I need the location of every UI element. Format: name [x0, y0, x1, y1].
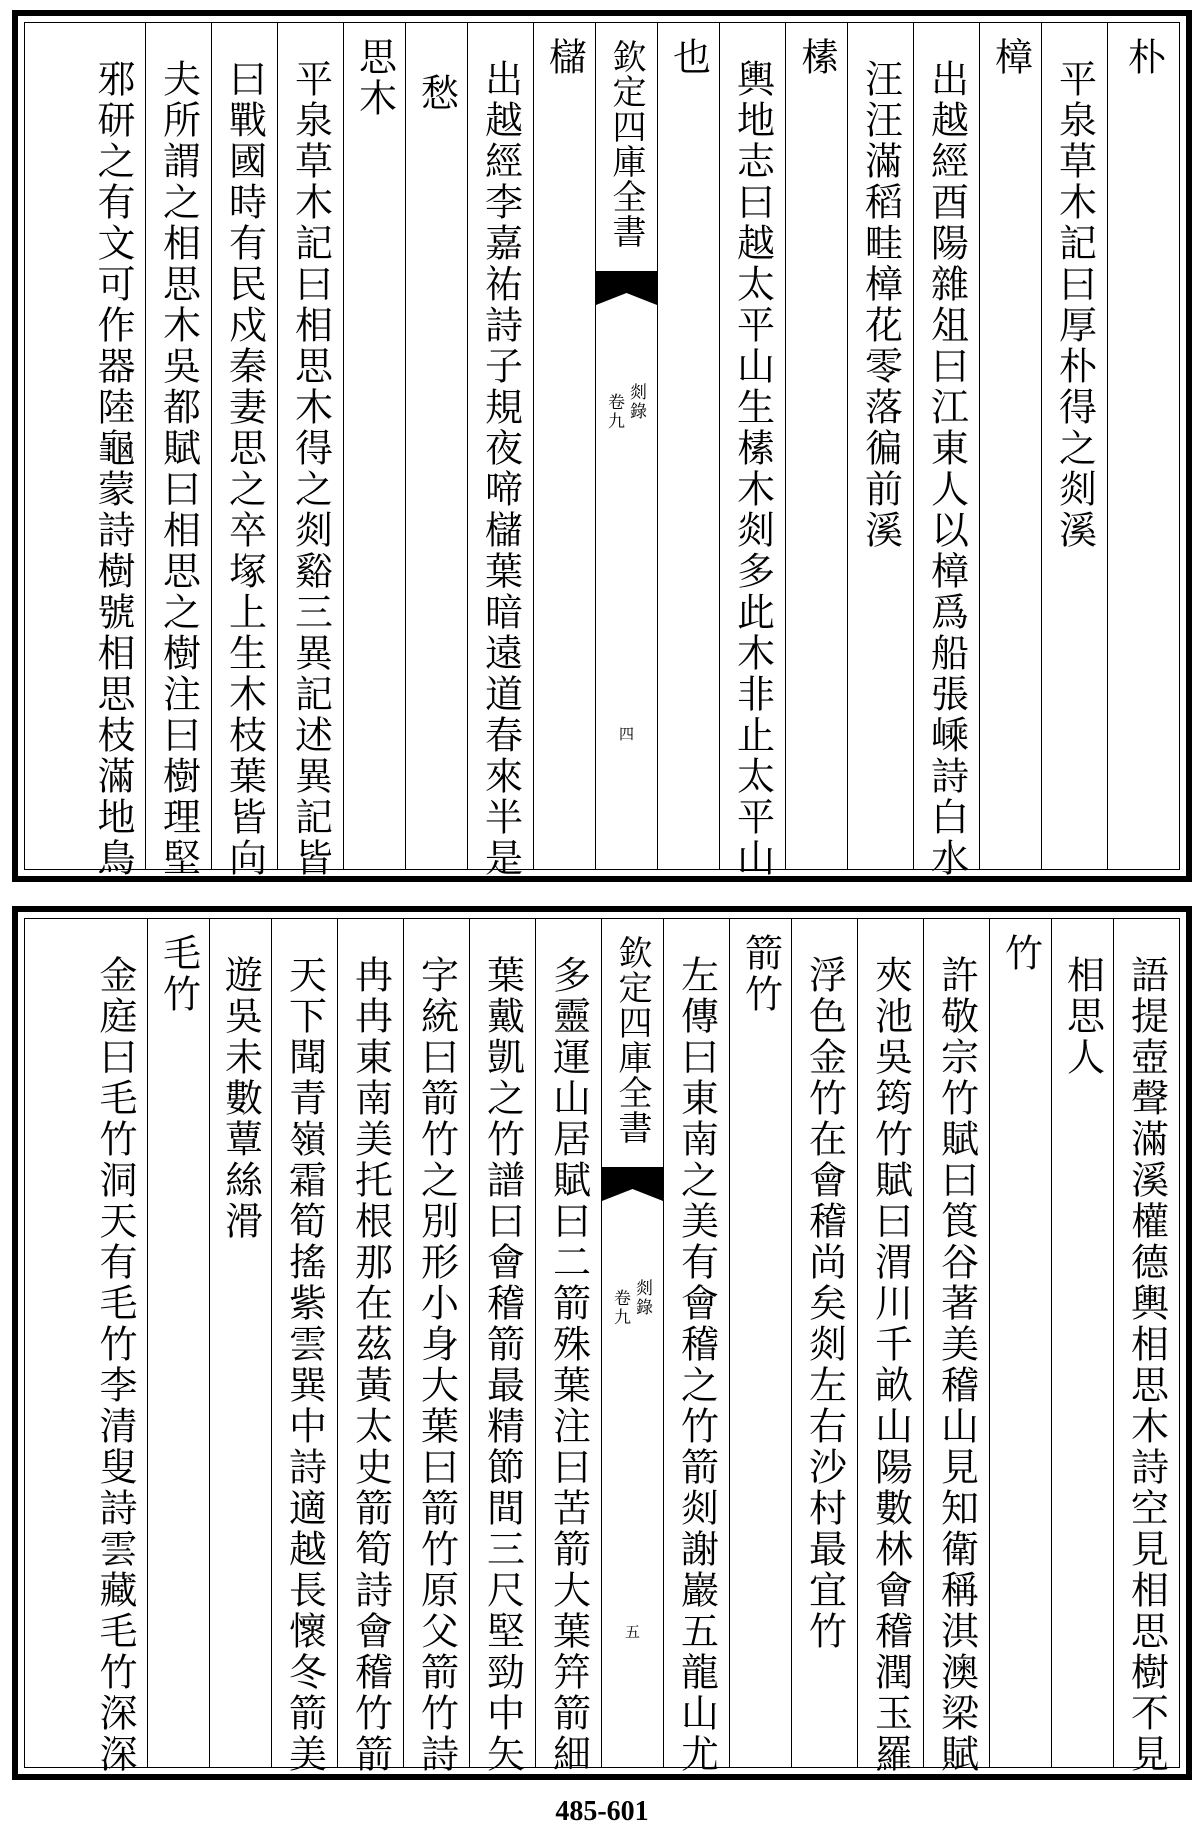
top-col-l3 [405, 23, 467, 869]
top-col-r3 [979, 23, 1041, 869]
heading-zhu: 櫧 [542, 37, 587, 78]
bottom-page-grid [24, 918, 1180, 1775]
fishtail-mark [602, 1167, 663, 1227]
top-col-r5 [847, 23, 913, 869]
top-col-l8 [81, 23, 145, 879]
bottom-col-r5 [857, 919, 923, 1775]
top-col-l7 [145, 23, 211, 879]
entry-text: 夫所謂之相思木吳都賦曰相思之樹注曰樹理堅 [156, 59, 201, 879]
entry-text: 左傳曰東南之美有會稽之竹箭剡謝巖五龍山尤 [674, 955, 719, 1775]
heading-zhang: 樟 [988, 37, 1033, 78]
collection-title: 欽定四庫全書 [606, 39, 646, 249]
entry-text: 出越經李嘉祐詩子規夜啼櫧葉暗遠道春來半是 [478, 59, 523, 879]
fishtail-mark [596, 271, 657, 331]
top-col-l5 [277, 23, 343, 879]
entry-text: 相思人 [1060, 955, 1105, 1078]
bottom-col-r3 [989, 919, 1051, 1767]
entry-text: 輿地志曰越太平山生榡木剡多此木非止太平山 [730, 59, 775, 879]
bottom-col-l5 [271, 919, 337, 1775]
entry-text: 字統曰箭竹之別形小身大葉曰箭竹原父箭竹詩 [414, 955, 459, 1775]
top-center-column [595, 23, 657, 869]
bottom-col-l7 [147, 919, 209, 1767]
heading-maozhu: 毛竹 [156, 933, 201, 1015]
heading-po: 朴 [1121, 37, 1166, 78]
entry-text: 多靈運山居賦曰二箭殊葉注曰苦箭大葉筓箭細 [546, 955, 591, 1775]
top-col-r1 [1107, 23, 1179, 869]
page-number: 五 [623, 1624, 641, 1639]
entry-text: 語提壺聲滿溪權德輿相思木詩空見相思樹不見 [1124, 955, 1169, 1775]
entry-text: 葉戴凱之竹譜曰會稽箭最精節間三尺堅勁中矢 [480, 955, 525, 1775]
bottom-center-column [601, 919, 663, 1767]
heading-xiangsimu: 思木 [352, 37, 397, 119]
heading-jianzhu: 箭竹 [738, 933, 783, 1015]
top-col-r6 [785, 23, 847, 869]
entry-text: 平泉草木記曰相思木得之剡谿三異記述異記皆 [288, 59, 333, 879]
entry-text: 汪汪滿稻畦樟花零落徧前溪 [858, 59, 903, 551]
continuation-text: 愁 [414, 73, 459, 114]
entry-text: 遊吳未數蕈絲滑 [218, 955, 263, 1242]
top-col-l1 [533, 23, 595, 869]
continuation-text: 也 [666, 37, 711, 78]
entry-text: 金庭曰毛竹洞天有毛竹李清叟詩雲藏毛竹深深 [93, 955, 137, 1775]
volume-label: 卷九 [604, 393, 624, 431]
top-col-r4 [913, 23, 979, 879]
bottom-col-r2 [1051, 919, 1113, 1767]
entry-text: 浮色金竹在會稽尚矣剡左右沙村最宜竹 [802, 955, 847, 1652]
page-code: 485-601 [555, 1796, 649, 1827]
entry-text: 邪研之有文可作器陸龜蒙詩樹號相思枝滿地鳥 [91, 59, 135, 879]
bottom-col-l3 [403, 919, 469, 1775]
entry-text: 曰戰國時有民戍秦妻思之卒塚上生木枝葉皆向 [222, 59, 267, 879]
bottom-col-l1 [535, 919, 601, 1775]
top-col-l4 [343, 23, 405, 869]
collection-title: 欽定四庫全書 [612, 935, 652, 1145]
bottom-col-l8 [83, 919, 147, 1775]
entry-text: 冉冉東南美托根那在茲黃太史箭筍詩會稽竹箭 [348, 955, 393, 1775]
top-page-frame [12, 10, 1192, 882]
bottom-col-l2 [469, 919, 535, 1775]
top-page-grid [24, 22, 1180, 879]
bottom-col-r4 [923, 919, 989, 1775]
entry-text: 平泉草木記曰厚朴得之剡溪 [1052, 59, 1097, 551]
bottom-col-l6 [209, 919, 271, 1767]
heading-zhu-bamboo: 竹 [998, 933, 1043, 974]
top-col-r7 [719, 23, 785, 879]
entry-text: 出越經酉陽雜俎曰江東人以樟爲船張嵊詩白水 [924, 59, 969, 879]
volume-label: 卷九 [610, 1289, 630, 1327]
entry-text: 許敬宗竹賦曰筤谷著美稽山見知衛稱淇澳梁賦 [934, 955, 979, 1775]
bottom-col-r6 [791, 919, 857, 1767]
entry-text: 天下聞青嶺霜筍搖紫雲巽中詩適越長懷冬箭美 [282, 955, 327, 1775]
bottom-col-l4 [337, 919, 403, 1775]
bottom-page-frame [12, 906, 1192, 1780]
bottom-col-r1 [1113, 919, 1179, 1775]
top-col-r2 [1041, 23, 1107, 869]
book-title: 剡錄 [632, 1279, 652, 1317]
book-title: 剡錄 [626, 383, 646, 421]
top-col-r8 [657, 23, 719, 869]
entry-text: 夾池吳筠竹賦曰渭川千畝山陽數林會稽潤玉羅 [868, 955, 913, 1775]
top-col-l6 [211, 23, 277, 879]
heading-su: 榡 [794, 37, 839, 78]
top-col-l2 [467, 23, 533, 879]
bottom-col-r7 [729, 919, 791, 1767]
page-number: 四 [617, 726, 635, 741]
bottom-col-r8 [663, 919, 729, 1775]
